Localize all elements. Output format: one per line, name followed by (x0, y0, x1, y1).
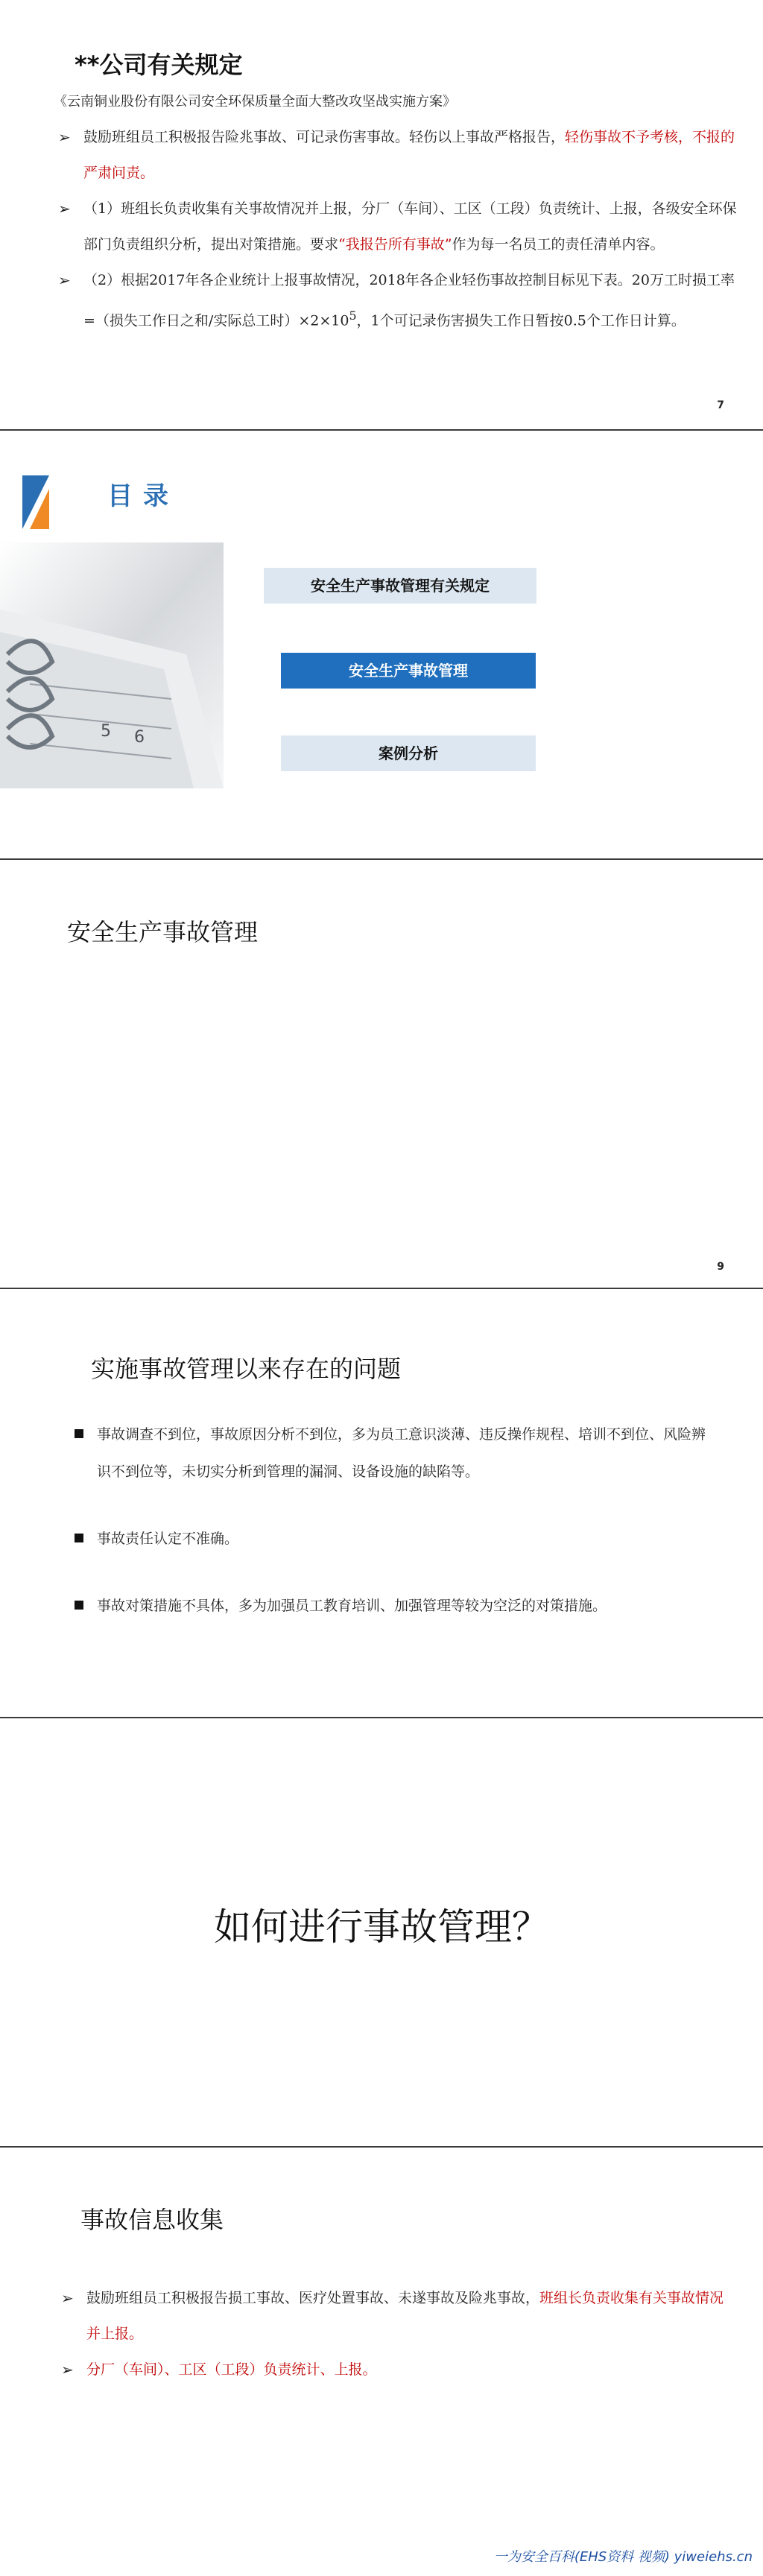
highlight-text: “我报告所有事故” (338, 236, 452, 253)
list-item: ➢ （1）班组长负责收集有关事故情况并上报，分厂（车间）、工区（工段）负责统计、上报，各级安全环保部门负责组织分析，提出对策措施。要求“我报告所有事故”作为每一名员工的责任清单内容。 (54, 191, 739, 262)
list-item: 事故调查不到位，事故原因分析不到位，多为员工意识淡薄、违反操作规程、培训不到位、风险辨识不到位等，未切实分析到管理的漏洞、设备设施的缺陷等。 (75, 1416, 715, 1490)
list-item: ➢ （2）根据2017年各企业统计上报事故情况，2018年各企业轻伤事故控制目标见下表。20万工时损工率=（损失工作日之和/实际总工时）$\times 2\times 10^5$，1个可记录伤害损失工作日暂按0.5个工作日计算。 (54, 262, 739, 338)
slide-company-regulations (0, 0, 763, 429)
svg-text:5: 5 (101, 722, 111, 741)
svg-text:6: 6 (134, 728, 145, 747)
bullet-list (57, 2280, 727, 2387)
highlight-text: 轻伤事故不予考核，不报的严肃问责。 (83, 129, 735, 181)
list-item: ➢ 鼓励班组员工积极报告险兆事故、可记录伤害事故。轻伤以上事故严格报告，轻伤事故不予考核，不报的严肃问责。 (54, 119, 739, 191)
bullet-list (75, 1416, 715, 1624)
slide-question-text: 如何进行事故管理？ (214, 1905, 549, 1949)
toc-item-accident-management[interactable]: 安全生产事故管理 (281, 653, 536, 689)
bullet-list (54, 119, 739, 338)
list-item: ➢ 鼓励班组员工积极报告损工事故、医疗处置事故、未遂事故及险兆事故，班组长负责收集有关事故情况并上报。 (57, 2280, 727, 2352)
toc-item-regulations[interactable]: 安全生产事故管理有关规定 (264, 568, 536, 604)
arrow-bullet-icon: ➢ (58, 271, 71, 289)
list-item (57, 2352, 727, 2387)
slide-table-of-contents (0, 431, 763, 858)
toc-item-case-analysis[interactable]: 案例分析 (281, 735, 536, 771)
slide-subtitle: 《云南铜业股份有限公司安全环保质量全面大整改攻坚战实施方案》 (54, 94, 456, 110)
binder-notebook-image (0, 542, 224, 788)
slide-title: **公司有关规定 (75, 51, 243, 79)
page-number: 9 (717, 1261, 724, 1273)
footer-website-link[interactable]: 一为安全百科(EHS资料 视频) yiweiehs.cn (493, 2549, 753, 2565)
arrow-bullet-icon: ➢ (58, 200, 71, 218)
slide-info-collection (0, 2148, 763, 2576)
square-bullet-icon (75, 1429, 83, 1438)
toc-title: 目录 (107, 481, 179, 511)
page-number: 7 (717, 399, 724, 411)
slide-existing-problems (0, 1289, 763, 1717)
highlight-text: 班组长负责收集有关事故情况并上报。 (86, 2290, 724, 2342)
list-item: 事故责任认定不准确。 (75, 1520, 715, 1557)
square-bullet-icon (75, 1601, 83, 1610)
logo-icon (22, 475, 49, 529)
slide-title: 事故信息收集 (80, 2206, 224, 2234)
arrow-bullet-icon: ➢ (61, 2361, 74, 2379)
square-bullet-icon (75, 1534, 83, 1542)
slide-section-title (0, 860, 763, 1288)
slide-title: 安全生产事故管理 (67, 918, 259, 946)
highlight-text: 分厂（车间）、工区（工段）负责统计、上报。 (86, 2361, 377, 2378)
superscript: 5 (349, 308, 357, 323)
slide-question (0, 1718, 763, 2146)
arrow-bullet-icon: ➢ (61, 2289, 74, 2307)
list-item: 事故对策措施不具体，多为加强员工教育培训、加强管理等较为空泛的对策措施。 (75, 1587, 715, 1624)
arrow-bullet-icon: ➢ (58, 128, 71, 146)
slide-title: 实施事故管理以来存在的问题 (91, 1355, 402, 1383)
